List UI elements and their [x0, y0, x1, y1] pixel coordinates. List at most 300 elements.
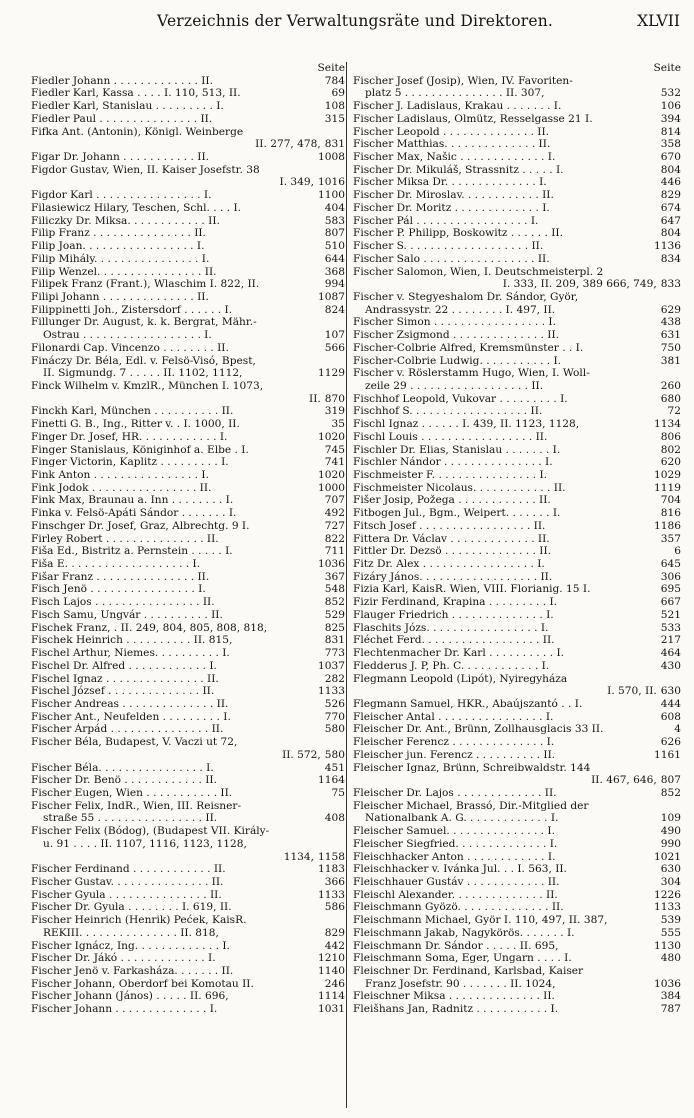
entry-page-ref: 6 — [674, 545, 681, 558]
entry-page-ref: 304 — [660, 876, 681, 888]
entry-page-ref: 69 — [331, 87, 345, 100]
index-entry — [31, 469, 345, 482]
entry-text: Fischer Dr. Miroslav. . . . . . . . . . . . II. — [353, 189, 554, 202]
entry-page-ref: 319 — [324, 405, 345, 418]
entry-text: Filip Franz . . . . . . . . . . . . . . . II. — [31, 227, 206, 240]
index-entry — [31, 266, 345, 279]
entry-page-ref: 533 — [660, 621, 681, 634]
entry-text: Fischer Andreas . . . . . . . . . . . . . . II. — [31, 697, 229, 710]
entry-text: Firley Robert . . . . . . . . . . . . . . . II. — [31, 532, 219, 545]
entry-page-ref: 831 — [324, 138, 345, 151]
entry-text: Fischer Jenö v. Farkasháza. . . . . . . II. — [31, 965, 234, 978]
index-entry — [353, 494, 681, 507]
entry-text: Fischer Matthias. . . . . . . . . . . . . . II. — [353, 138, 551, 151]
entry-page-ref — [677, 965, 681, 978]
entry-page-ref — [341, 800, 345, 813]
entry-text: Fittera Dr. Václav . . . . . . . . . . . . . II. — [353, 532, 550, 545]
entry-page-ref: 1133 — [654, 901, 681, 914]
entry-page-ref: 695 — [660, 583, 681, 596]
entry-page-ref: 870 — [324, 392, 345, 405]
index-entry — [353, 774, 681, 787]
entry-page-ref: 404 — [324, 201, 345, 214]
index-entry — [353, 176, 681, 189]
entry-page-ref: 1036 — [654, 977, 681, 990]
index-entry — [353, 329, 681, 342]
entry-page-ref: 629 — [660, 303, 681, 316]
entry-text: Franz Josefstr. 90 . . . . . . . II. 1024, — [365, 977, 556, 990]
index-entry — [353, 545, 681, 558]
index-entry — [353, 914, 681, 927]
entry-page-ref: 109 — [660, 812, 681, 825]
entry-text: Filipek Franz (Frant.), Wlaschim I. 822, II. — [31, 278, 260, 291]
index-entry — [31, 749, 345, 762]
entry-text: Fischer Felix (Bódog), (Budapest VII. Király- — [31, 825, 270, 838]
index-entry — [353, 126, 681, 139]
entry-page-ref: 626 — [660, 736, 681, 749]
entry-text: Fifka Ant. (Antonin), Königl. Weinberge — [31, 125, 244, 138]
index-entry — [31, 838, 345, 851]
entry-text: Fischer S. . . . . . . . . . . . . . . . . . . II. — [353, 240, 544, 253]
entry-page-ref: 852 — [324, 596, 345, 609]
seite-label: Seite — [317, 62, 345, 74]
index-entry — [353, 456, 681, 469]
index-entry — [353, 634, 681, 647]
entry-text: Flauger Friedrich . . . . . . . . . . . . . . I. — [353, 608, 554, 621]
entry-page-ref: 480 — [660, 952, 681, 965]
index-entry — [31, 622, 345, 635]
entry-page-ref: 1029 — [654, 469, 681, 481]
entry-page-ref: 680 — [660, 392, 681, 405]
entry-page-ref: 106 — [660, 100, 681, 113]
entry-page-ref: 539 — [660, 914, 681, 927]
entry-page-ref: 822 — [324, 532, 345, 545]
entry-text: Fischer Johann . . . . . . . . . . . . . . I. — [31, 1003, 218, 1016]
entry-page-ref — [677, 800, 681, 813]
entry-page-ref: 566 — [324, 341, 345, 354]
entry-text: Filasiewicz Hilary, Teschen, Schl. . . . I. — [31, 201, 242, 214]
entry-page-ref: 1161 — [654, 748, 681, 761]
index-entry — [31, 316, 345, 329]
index-entry — [31, 189, 345, 202]
entry-text: Fischer Leopold . . . . . . . . . . . . . . II. — [353, 125, 550, 138]
index-entry — [31, 851, 345, 864]
entry-text: Flechtenmacher Dr. Karl . . . . . . . . . . I. — [353, 647, 565, 660]
entry-page-ref: 260 — [660, 379, 681, 392]
entry-text: Fleischer Samuel. . . . . . . . . . . . . . . I. — [353, 825, 555, 838]
index-entry — [31, 126, 345, 139]
index-entry — [353, 825, 681, 838]
index-entry — [31, 304, 345, 317]
entry-page-ref: 825 — [324, 621, 345, 634]
entry-page-ref: 490 — [660, 825, 681, 838]
index-entry — [353, 660, 681, 673]
entry-page-ref: 381 — [660, 354, 681, 367]
index-entry — [353, 685, 681, 698]
index-entry — [353, 189, 681, 202]
entry-text: Fiedler Karl, Kassa . . . . I. 110, 513, II. — [31, 87, 241, 100]
entry-text: Finckh Karl, München . . . . . . . . . . II. — [31, 405, 234, 418]
entry-page-ref: 1031 — [318, 1003, 345, 1016]
entry-text: Finger Victorin, Kaplitz . . . . . . . . . I. — [31, 456, 229, 469]
index-entry — [31, 940, 345, 953]
entry-text: Fischer Heinrich (Henrik) Pećek, KaisR. — [31, 914, 247, 927]
index-entry — [353, 367, 681, 380]
entry-page-ref: 620 — [660, 456, 681, 469]
entry-page-ref: 1037 — [318, 659, 345, 672]
entry-page-ref: 829 — [660, 189, 681, 202]
index-entry — [353, 444, 681, 457]
entry-text: Filip Wenzel. . . . . . . . . . . . . . . . II. — [31, 265, 217, 278]
index-entry — [353, 889, 681, 902]
entry-text: Filipi Johann . . . . . . . . . . . . . . II. — [31, 290, 209, 303]
entry-page-ref: 510 — [324, 240, 345, 253]
index-entry — [353, 736, 681, 749]
entry-text: II. 277, 478, — [255, 138, 321, 151]
entry-page-ref: 1140 — [318, 965, 345, 978]
entry-page-ref: 630 — [660, 863, 681, 876]
entry-page-ref: 787 — [660, 1003, 681, 1016]
entry-text: Fink Anton . . . . . . . . . . . . . . . . I. — [31, 469, 209, 481]
column-divider — [346, 62, 347, 1108]
entry-text: Fischl Ignaz . . . . . . I. 439, II. 1123, 1128, — [353, 418, 580, 431]
entry-text: Filippinetti Joh., Zistersdorf . . . . . . I. — [31, 303, 233, 316]
entry-text: Nationalbank A. G. . . . . . . . . . . . . I. — [365, 812, 559, 825]
entry-page-ref — [677, 75, 681, 88]
entry-text: Flaschits Józs. . . . . . . . . . . . . . . . . I. — [353, 621, 549, 634]
index-entry — [31, 596, 345, 609]
entry-page-ref — [341, 355, 345, 368]
entry-page-ref — [677, 762, 681, 775]
entry-text: Fischer Johann, Oberdorf bei Komotau II. — [31, 977, 254, 990]
entry-text: REKIII. . . . . . . . . . . . . . . II. 818, — [43, 926, 219, 939]
entry-page-ref: 358 — [660, 138, 681, 151]
entry-text: Fischer-Colbrie Alfred, Kremsmünster . . I. — [353, 341, 584, 354]
entry-page-ref: 583 — [324, 214, 345, 227]
entry-text: II. 467, 646, — [591, 774, 657, 787]
entry-text: Figar Dr. Johann . . . . . . . . . . . II. — [31, 151, 209, 164]
index-entry — [31, 736, 345, 749]
entry-page-ref: 1008 — [318, 151, 345, 164]
entry-page-ref: 804 — [660, 227, 681, 240]
index-entry — [353, 113, 681, 126]
entry-page-ref: 464 — [660, 647, 681, 660]
entry-page-ref: 1158 — [318, 850, 345, 863]
index-entry — [31, 711, 345, 724]
index-entry — [31, 863, 345, 876]
entry-text: Fleischer jun. Ferencz . . . . . . . . . . II. — [353, 748, 556, 761]
entry-text: Fischer Ferdinand . . . . . . . . . . . . II. — [31, 863, 226, 876]
entry-page-ref: 807 — [324, 227, 345, 240]
index-entry — [353, 647, 681, 660]
entry-page-ref — [677, 367, 681, 380]
entry-page-ref: 75 — [331, 786, 345, 799]
entry-text: II. — [309, 392, 321, 405]
index-entry — [353, 291, 681, 304]
index-entry — [31, 176, 345, 189]
entry-page-ref: 438 — [660, 316, 681, 329]
entry-page-ref: 814 — [660, 125, 681, 138]
entry-text: Fischer Johann (János) . . . . . II. 696, — [31, 990, 229, 1003]
entry-text: Fitsch Josef . . . . . . . . . . . . . . . . . II. — [353, 519, 546, 532]
entry-text: Fischer Josef (Josip), Wien, IV. Favoriten- — [353, 74, 573, 87]
entry-page-ref: 824 — [324, 303, 345, 316]
index-entry — [31, 634, 345, 647]
index-entry — [353, 278, 681, 291]
entry-text: Fischer Miksa Dr. . . . . . . . . . . . . . I. — [353, 176, 547, 189]
entry-text: Fischmeister F. . . . . . . . . . . . . . . . I. — [353, 469, 548, 481]
index-entry — [31, 202, 345, 215]
entry-page-ref: 282 — [324, 672, 345, 685]
index-entry — [31, 723, 345, 736]
entry-text: Fischer Felix, IndR., Wien, III. Reisner- — [31, 799, 242, 812]
entry-text: Filiczky Dr. Miksa. . . . . . . . . . . . II. — [31, 214, 220, 227]
entry-page-ref: 1020 — [318, 469, 345, 481]
entry-text: Fischer Ladislaus, Olmütz, Resselgasse 21 I. — [353, 112, 593, 125]
entry-text: Fischer Árpád . . . . . . . . . . . . . . . II. — [31, 723, 224, 736]
index-entry — [353, 418, 681, 431]
entry-page-ref: 366 — [324, 876, 345, 888]
entry-page-ref: 446 — [660, 176, 681, 189]
entry-text: Fleischl Alexander. . . . . . . . . . . . . . II. — [353, 888, 558, 901]
entry-text: Fleischer Ignaz, Brünn, Schreibwaldstr. 144 — [353, 761, 591, 774]
entry-page-ref: 580 — [324, 748, 345, 761]
entry-page-ref: 580 — [324, 723, 345, 736]
index-entry — [353, 583, 681, 596]
entry-page-ref: 833 — [660, 278, 681, 291]
entry-page-ref: 630 — [660, 685, 681, 698]
entry-page-ref — [341, 126, 345, 139]
index-entry — [353, 75, 681, 88]
index-entry — [31, 151, 345, 164]
page-number: XLVII — [637, 12, 680, 30]
entry-page-ref: 816 — [660, 507, 681, 520]
entry-page-ref: 1133 — [318, 888, 345, 901]
entry-page-ref: 784 — [324, 74, 345, 87]
entry-text: 1134, — [283, 850, 315, 863]
entry-page-ref: 555 — [660, 926, 681, 939]
entry-text: Fleischer Dr. Ant., Brünn, Zollhausglacis 33 II. — [353, 723, 604, 736]
right-column — [353, 62, 681, 1016]
entry-page-ref: 1016 — [318, 176, 345, 189]
entry-page-ref: 1000 — [318, 481, 345, 494]
entry-text: Fišar Franz . . . . . . . . . . . . . . . II. — [31, 570, 210, 583]
entry-page-ref: 1087 — [318, 290, 345, 303]
index-entry — [353, 482, 681, 495]
entry-page-ref — [341, 316, 345, 329]
entry-page-ref: 645 — [660, 558, 681, 571]
index-entry — [31, 698, 345, 711]
index-entry — [31, 367, 345, 380]
index-entry — [31, 965, 345, 978]
entry-page-ref: 529 — [324, 608, 345, 621]
entry-text: Fišer Josip, Požega . . . . . . . . . . . . II. — [353, 494, 551, 507]
entry-page-ref: 521 — [660, 608, 681, 621]
index-entry — [31, 444, 345, 457]
index-entry — [353, 558, 681, 571]
entry-text: Fizáry János. . . . . . . . . . . . . . . . . . II. — [353, 570, 553, 583]
entry-page-ref: 834 — [660, 252, 681, 265]
entry-text: Flegmann Leopold (Lipót), Nyiregyháza — [353, 672, 568, 685]
entry-page-ref: 1134 — [654, 418, 681, 431]
entry-page-ref: 1183 — [318, 863, 345, 876]
index-entry — [31, 876, 345, 889]
index-entry — [353, 240, 681, 253]
entry-text: Fischer v. Röslerstamm Hugo, Wien, I. Woll- — [353, 367, 590, 380]
entry-text: Ostrau . . . . . . . . . . . . . . . . . . I. — [43, 329, 212, 342]
index-entry — [353, 87, 681, 100]
entry-page-ref: 367 — [324, 570, 345, 583]
entry-page-ref: 1136 — [654, 240, 681, 253]
entry-page-ref: 430 — [660, 659, 681, 672]
index-entry — [353, 723, 681, 736]
index-entry — [353, 304, 681, 317]
entry-text: Fleischhacker v. Ivánka Jul. . . I. 563, II. — [353, 863, 567, 876]
entry-text: Fischer-Colbrie Ludwig. . . . . . . . . . . I. — [353, 354, 562, 367]
entry-text: Filip Joan. . . . . . . . . . . . . . . . . I. — [31, 240, 205, 253]
entry-page-ref: 357 — [660, 532, 681, 545]
entry-text: Fleischner Dr. Ferdinand, Karlsbad, Kaiser — [353, 965, 584, 978]
entry-text: Fleischmann Jakab, Nagykörös. . . . . . . I. — [353, 926, 575, 939]
entry-page-ref: 1020 — [318, 430, 345, 443]
entry-text: Fittler Dr. Dezsö . . . . . . . . . . . . . . II. — [353, 545, 552, 558]
index-entry — [353, 266, 681, 279]
entry-page-ref: 667 — [660, 596, 681, 609]
entry-text: Fischel Dr. Alfred . . . . . . . . . . . . I. — [31, 659, 217, 672]
entry-page-ref: 246 — [324, 977, 345, 990]
entry-text: Fischhof Leopold, Vukovar . . . . . . . . . I. — [353, 392, 568, 405]
entry-page-ref: 831 — [324, 634, 345, 647]
entry-text: Finka v. Felsö-Apáti Sándor . . . . . . . I. — [31, 507, 237, 520]
index-entry — [31, 240, 345, 253]
index-entry — [31, 990, 345, 1003]
entry-text: Fischhof S. . . . . . . . . . . . . . . . . . II. — [353, 405, 543, 418]
index-entry — [353, 838, 681, 851]
index-entry — [31, 482, 345, 495]
index-entry — [31, 812, 345, 825]
index-entry — [353, 609, 681, 622]
index-entry — [353, 876, 681, 889]
entry-text: straße 55 . . . . . . . . . . . . . . . . II. — [43, 812, 218, 825]
entry-page-ref: 532 — [660, 87, 681, 100]
entry-page-ref — [341, 914, 345, 927]
left-entries — [31, 75, 345, 1016]
entry-page-ref: 727 — [324, 519, 345, 532]
index-entry — [353, 965, 681, 978]
entry-text: Filip Mihály. . . . . . . . . . . . . . . . I. — [31, 252, 210, 265]
entry-text: Fleischhacker Anton . . . . . . . . . . . . I. — [353, 850, 556, 863]
entry-page-ref: 368 — [324, 265, 345, 278]
index-entry — [31, 774, 345, 787]
entry-page-ref: 1226 — [654, 888, 681, 901]
index-entry — [31, 405, 345, 418]
entry-page-ref: 711 — [324, 545, 345, 558]
index-entry — [353, 940, 681, 953]
entry-text: u. 91 . . . . II. 1107, 1116, 1123, 1128, — [43, 837, 247, 850]
index-entry — [353, 1003, 681, 1016]
entry-text: Fischer Dr. Mikuláš, Strassnitz . . . . . I. — [353, 163, 564, 176]
index-entry — [353, 215, 681, 228]
entry-page-ref: 394 — [660, 112, 681, 125]
index-entry — [31, 138, 345, 151]
index-entry — [353, 711, 681, 724]
index-entry — [31, 952, 345, 965]
entry-text: Fischer Gustav. . . . . . . . . . . . . . . II. — [31, 876, 224, 888]
index-entry — [31, 456, 345, 469]
entry-text: Fischer Zsigmond . . . . . . . . . . . . . . II. — [353, 329, 560, 342]
entry-page-ref: 1164 — [318, 774, 345, 787]
entry-text: Fischer Dr. Moritz . . . . . . . . . . . . . I. — [353, 201, 550, 214]
index-entry — [353, 800, 681, 813]
index-entry — [353, 431, 681, 444]
index-entry — [353, 393, 681, 406]
index-entry — [31, 800, 345, 813]
entry-text: Fitz Dr. Alex . . . . . . . . . . . . . . . . . I. — [353, 558, 545, 571]
entry-text: I. 349, — [279, 176, 315, 189]
entry-text: Fillunger Dr. August, k. k. Bergrat, Mähr.- — [31, 316, 257, 329]
entry-page-ref — [341, 380, 345, 393]
entry-page-ref: 72 — [667, 405, 681, 418]
entry-page-ref: 741 — [324, 456, 345, 469]
entry-page-ref: 1129 — [318, 367, 345, 380]
index-entry — [31, 787, 345, 800]
entry-page-ref: 804 — [660, 163, 681, 176]
index-entry — [353, 787, 681, 800]
entry-text: Fiedler Johann . . . . . . . . . . . . . II. — [31, 74, 213, 87]
entry-page-ref: 631 — [660, 329, 681, 342]
entry-text: Fischler Dr. Elias, Stanislau . . . . . . . I. — [353, 443, 561, 456]
index-entry — [31, 825, 345, 838]
index-entry — [31, 393, 345, 406]
entry-page-ref: 1021 — [654, 850, 681, 863]
index-entry — [31, 660, 345, 673]
entry-text: Finschger Dr. Josef, Graz, Albrechtg. 9 I. — [31, 519, 250, 532]
entry-text: Figdor Karl . . . . . . . . . . . . . . . . I. — [31, 189, 212, 202]
entry-page-ref: 107 — [324, 329, 345, 342]
entry-page-ref: 526 — [324, 697, 345, 710]
index-entry — [353, 673, 681, 686]
entry-text: Fischek Franz, . II. 249, 804, 805, 808, 818, — [31, 621, 268, 634]
entry-page-ref: 444 — [660, 697, 681, 710]
entry-page-ref: 704 — [660, 494, 681, 507]
entry-text: Fischel Ignaz . . . . . . . . . . . . . . . II. — [31, 672, 219, 685]
index-entry — [353, 863, 681, 876]
entry-page-ref: 994 — [324, 278, 345, 291]
index-entry — [31, 685, 345, 698]
entry-text: Fischer Salomon, Wien, I. Deutschmeisterpl. 2 — [353, 265, 604, 278]
index-entry — [31, 1003, 345, 1016]
entry-page-ref: 1036 — [318, 558, 345, 571]
index-entry — [31, 431, 345, 444]
entry-text: I. 570, II. — [607, 685, 657, 698]
index-entry — [31, 673, 345, 686]
entry-page-ref: 408 — [324, 812, 345, 825]
index-entry — [31, 609, 345, 622]
entry-text: Fleišhans Jan, Radnitz . . . . . . . . . . . I. — [353, 1003, 559, 1016]
entry-text: platz 5 . . . . . . . . . . . . . . . II. 307, — [365, 87, 545, 100]
index-entry — [31, 889, 345, 902]
entry-text: Fischer Béla, Budapest, V. Vaczi ut 72, — [31, 736, 238, 749]
entry-text: Fitbogen Jul., Bgm., Weipert. . . . . . . I. — [353, 507, 561, 520]
entry-page-ref: 647 — [660, 214, 681, 227]
entry-text: Flegmann Samuel, HKR., Abaújszantó . . I. — [353, 697, 583, 710]
index-entry — [353, 202, 681, 215]
entry-text: Fleischer Ferencz . . . . . . . . . . . . . . I. — [353, 736, 555, 749]
entry-page-ref — [677, 673, 681, 686]
entry-text: Fleischmann Michael, Györ I. 110, 497, II. 387, — [353, 914, 608, 927]
entry-page-ref: 829 — [324, 926, 345, 939]
index-entry — [31, 100, 345, 113]
index-entry — [31, 494, 345, 507]
